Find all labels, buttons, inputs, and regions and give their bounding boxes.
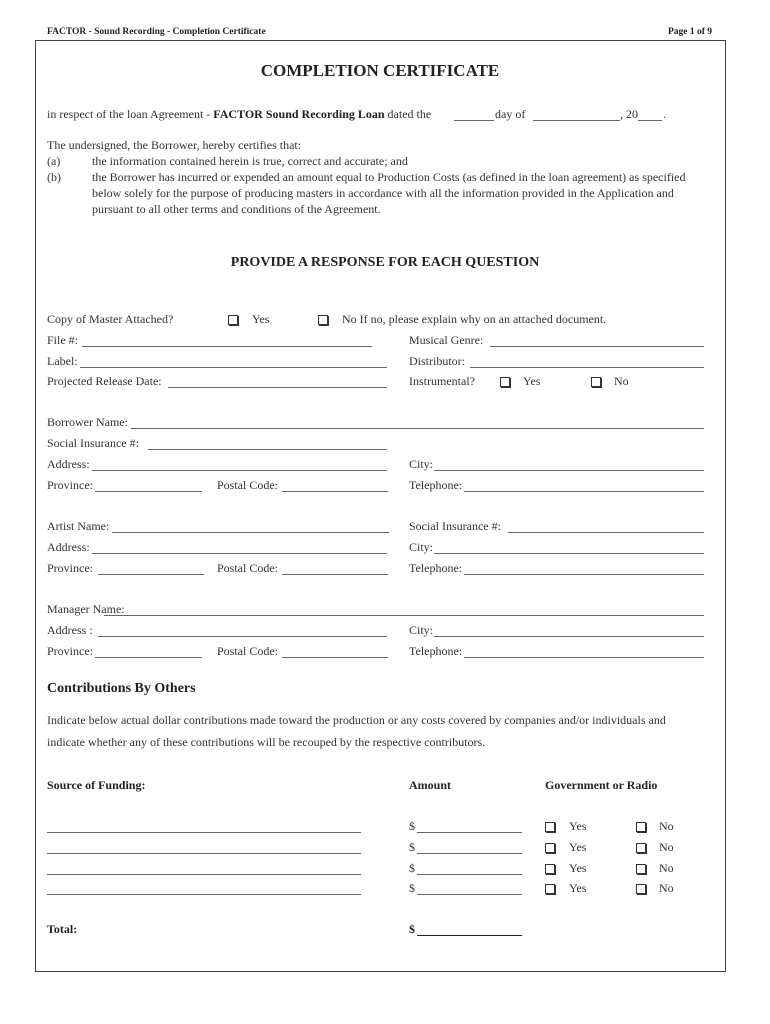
artist-postal-label: Postal Code: (217, 561, 279, 575)
contributions-para-line2: indicate whether any of these contributions will be recouped by the respective contributors. (47, 735, 486, 749)
gov-no-label-2: No (659, 840, 674, 854)
manager-province-label: Province: (47, 644, 93, 658)
year-field[interactable] (638, 120, 662, 121)
genre-label: Musical Genre: (409, 333, 484, 347)
gov-no-checkbox-4[interactable] (636, 884, 646, 894)
gov-yes-label-4: Yes (569, 881, 587, 895)
borrower-address-label: Address: (47, 457, 90, 471)
page-title: COMPLETION CERTIFICATE (260, 61, 500, 80)
amount-field-2[interactable] (417, 853, 522, 854)
distributor-field[interactable] (470, 367, 704, 368)
artist-sin-field[interactable] (508, 532, 704, 533)
instrumental-yes-checkbox[interactable] (500, 377, 510, 387)
gov-no-label-3: No (659, 861, 674, 875)
certify-b-mark: (b) (47, 170, 61, 184)
borrower-postal-label: Postal Code: (217, 478, 279, 492)
page-number: Page 1 of 9 (667, 27, 712, 37)
artist-name-label: Artist Name: (47, 519, 110, 533)
intro-line (47, 107, 431, 122)
manager-name-field[interactable] (104, 615, 704, 616)
borrower-name-label: Borrower Name: (47, 415, 128, 429)
release-label: Projected Release Date: (47, 374, 162, 388)
artist-sin-label: Social Insurance #: (409, 519, 501, 533)
source-field-2[interactable] (47, 853, 361, 854)
certify-b-line1: the Borrower has incurred or expended an amount equal to Production Costs (as defined in the loan agreement) as specified (92, 170, 686, 184)
artist-address-label: Address: (47, 540, 90, 554)
borrower-city-label: City: (409, 457, 434, 471)
file-field[interactable] (82, 346, 372, 347)
borrower-telephone-label: Telephone: (409, 478, 463, 492)
instrumental-yes-label: Yes (523, 374, 541, 388)
source-field-3[interactable] (47, 874, 361, 875)
borrower-sin-label: Social Insurance #: (47, 436, 139, 450)
artist-postal-field[interactable] (282, 574, 388, 575)
amount-field-3[interactable] (417, 874, 522, 875)
master-no-checkbox[interactable] (318, 315, 328, 325)
manager-city-field[interactable] (434, 636, 704, 637)
certify-lead: The undersigned, the Borrower, hereby certifies that: (47, 138, 302, 152)
total-dollar-sign: $ (409, 922, 415, 936)
master-label: Copy of Master Attached? (47, 312, 174, 326)
border-top (35, 40, 725, 41)
artist-name-field[interactable] (112, 532, 389, 533)
gov-no-label-4: No (659, 881, 674, 895)
genre-field[interactable] (490, 346, 704, 347)
gov-yes-checkbox-4[interactable] (545, 884, 555, 894)
master-yes-checkbox[interactable] (228, 315, 238, 325)
borrower-telephone-field[interactable] (464, 491, 704, 492)
gov-yes-checkbox-3[interactable] (545, 864, 555, 874)
dollar-sign-2: $ (409, 840, 415, 854)
artist-telephone-field[interactable] (464, 574, 704, 575)
gov-no-checkbox-1[interactable] (636, 822, 646, 832)
border-left (35, 40, 36, 972)
intro-prefix: in respect of the loan Agreement - (47, 107, 214, 121)
borrower-postal-field[interactable] (282, 491, 388, 492)
master-no-label: No If no, please explain why on an attached document. (342, 312, 607, 326)
file-label: File #: (47, 333, 79, 347)
gov-yes-checkbox-2[interactable] (545, 843, 555, 853)
total-label: Total: (47, 922, 78, 936)
gov-yes-checkbox-1[interactable] (545, 822, 555, 832)
label-label: Label: (47, 354, 78, 368)
borrower-province-field[interactable] (95, 491, 202, 492)
manager-city-label: City: (409, 623, 434, 637)
gov-no-label-1: No (659, 819, 674, 833)
source-field-4[interactable] (47, 894, 361, 895)
manager-address-label: Address : (47, 623, 93, 637)
section-subtitle: PROVIDE A RESPONSE FOR EACH QUESTION (230, 255, 540, 270)
artist-city-label: City: (409, 540, 434, 554)
border-bottom (35, 971, 725, 972)
col-amount-header: Amount (409, 778, 452, 792)
instrumental-label: Instrumental? (409, 374, 475, 388)
intro-dated: dated the (384, 107, 432, 121)
total-amount-field[interactable] (417, 935, 522, 936)
instrumental-no-checkbox[interactable] (591, 377, 601, 387)
day-field[interactable] (454, 120, 494, 121)
intro-period: . (663, 107, 666, 121)
manager-name-label: Manager Name: (47, 602, 125, 616)
manager-telephone-label: Telephone: (409, 644, 463, 658)
manager-province-field[interactable] (95, 657, 202, 658)
manager-postal-field[interactable] (282, 657, 388, 658)
release-field[interactable] (168, 387, 387, 388)
borrower-city-field[interactable] (434, 470, 704, 471)
manager-address-field[interactable] (98, 636, 387, 637)
master-yes-label: Yes (252, 312, 270, 326)
border-right (725, 40, 726, 972)
header-title: FACTOR - Sound Recording - Completion Certificate (47, 27, 266, 37)
certify-a-text: the information contained herein is true, correct and accurate; and (92, 154, 408, 168)
artist-telephone-label: Telephone: (409, 561, 463, 575)
artist-address-field[interactable] (92, 553, 387, 554)
gov-yes-label-1: Yes (569, 819, 587, 833)
dollar-sign-3: $ (409, 861, 415, 875)
dollar-sign-4: $ (409, 881, 415, 895)
month-field[interactable] (533, 120, 620, 121)
source-field-1[interactable] (47, 832, 361, 833)
gov-no-checkbox-3[interactable] (636, 864, 646, 874)
certify-b-line3: pursuant to all other terms and conditions of the Agreement. (92, 202, 381, 216)
intro-day-label: day of (495, 107, 526, 121)
amount-field-1[interactable] (417, 832, 522, 833)
dollar-sign-1: $ (409, 819, 415, 833)
distributor-label: Distributor: (409, 354, 465, 368)
manager-postal-label: Postal Code: (217, 644, 279, 658)
instrumental-no-label: No (614, 374, 629, 388)
certify-a-mark: (a) (47, 154, 61, 168)
borrower-name-field[interactable] (131, 428, 704, 429)
artist-province-field[interactable] (98, 574, 204, 575)
intro-loan-name: FACTOR Sound Recording Loan (213, 107, 385, 121)
contributions-para-line1: Indicate below actual dollar contributions made toward the production or any costs covered by companies and/or individuals and (47, 713, 666, 727)
gov-yes-label-2: Yes (569, 840, 587, 854)
borrower-address-field[interactable] (92, 470, 387, 471)
borrower-province-label: Province: (47, 478, 93, 492)
gov-yes-label-3: Yes (569, 861, 587, 875)
borrower-sin-field[interactable] (148, 449, 387, 450)
contributions-heading: Contributions By Others (47, 681, 196, 696)
certify-b-line2: below solely for the purpose of producing masters in accordance with all the information provided in the Application and (92, 186, 674, 200)
col-source-header: Source of Funding: (47, 778, 146, 792)
amount-field-4[interactable] (417, 894, 522, 895)
artist-province-label: Province: (47, 561, 93, 575)
manager-telephone-field[interactable] (464, 657, 704, 658)
gov-no-checkbox-2[interactable] (636, 843, 646, 853)
intro-year-label: , 20 (620, 107, 638, 121)
col-gov-header: Government or Radio (545, 778, 658, 792)
artist-city-field[interactable] (434, 553, 704, 554)
label-field[interactable] (80, 367, 387, 368)
